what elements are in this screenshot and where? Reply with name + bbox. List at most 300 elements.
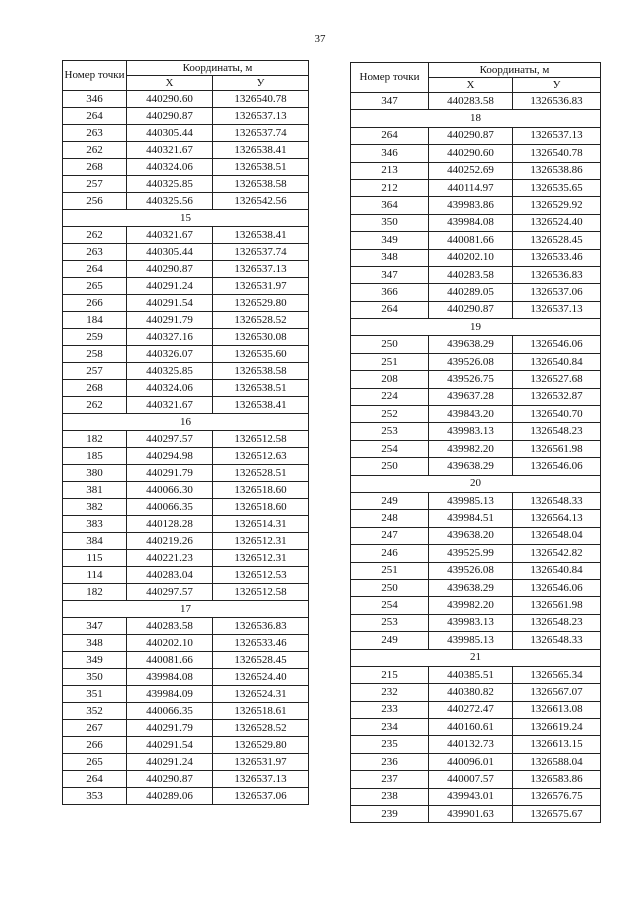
y-coordinate-cell: 1326548.04 bbox=[513, 527, 601, 544]
y-coordinate-cell: 1326542.56 bbox=[213, 193, 309, 210]
x-coordinate-cell: 440294.98 bbox=[127, 448, 213, 465]
x-coordinate-cell: 440066.30 bbox=[127, 482, 213, 499]
y-coordinate-cell: 1326619.24 bbox=[513, 719, 601, 736]
y-coordinate-cell: 1326538.58 bbox=[213, 176, 309, 193]
y-coordinate-cell: 1326567.07 bbox=[513, 684, 601, 701]
y-coordinate-cell: 1326576.75 bbox=[513, 788, 601, 805]
coordinates-header: Координаты, м bbox=[127, 61, 309, 76]
point-number-cell: 347 bbox=[63, 618, 127, 635]
table-row bbox=[63, 312, 309, 329]
x-coordinate-cell: 440297.57 bbox=[127, 584, 213, 601]
y-coordinate-cell: 1326538.41 bbox=[213, 142, 309, 159]
table-row bbox=[63, 686, 309, 703]
x-coordinate-cell: 440202.10 bbox=[429, 249, 513, 266]
point-number-cell: 264 bbox=[63, 771, 127, 788]
x-coordinate-cell: 440114.97 bbox=[429, 179, 513, 196]
x-coordinate-cell: 440066.35 bbox=[127, 499, 213, 516]
y-coordinate-cell: 1326540.78 bbox=[213, 91, 309, 108]
x-coordinate-cell: 440221.23 bbox=[127, 550, 213, 567]
section-row bbox=[351, 110, 601, 127]
y-coordinate-cell: 1326537.13 bbox=[213, 261, 309, 278]
x-coordinate-cell: 440325.85 bbox=[127, 363, 213, 380]
point-number-cell: 262 bbox=[63, 142, 127, 159]
point-number-cell: 251 bbox=[351, 353, 429, 370]
y-coordinate-cell: 1326531.97 bbox=[213, 278, 309, 295]
point-number-cell: 263 bbox=[63, 125, 127, 142]
point-number-cell: 215 bbox=[351, 666, 429, 683]
x-coordinate-cell: 440128.28 bbox=[127, 516, 213, 533]
x-coordinate-cell: 439637.28 bbox=[429, 388, 513, 405]
x-coordinate-cell: 440290.60 bbox=[127, 91, 213, 108]
point-number-cell: 213 bbox=[351, 162, 429, 179]
y-coordinate-cell: 1326565.34 bbox=[513, 666, 601, 683]
x-coordinate-cell: 439526.75 bbox=[429, 371, 513, 388]
point-number-cell: 237 bbox=[351, 771, 429, 788]
point-number-cell: 346 bbox=[63, 91, 127, 108]
y-coordinate-cell: 1326524.31 bbox=[213, 686, 309, 703]
y-coordinate-cell: 1326530.08 bbox=[213, 329, 309, 346]
y-coordinate-cell: 1326518.60 bbox=[213, 482, 309, 499]
table-row bbox=[351, 614, 601, 631]
y-coordinate-cell: 1326538.86 bbox=[513, 162, 601, 179]
point-number-header: Номер точки bbox=[63, 61, 127, 91]
section-row bbox=[351, 319, 601, 336]
section-number: 15 bbox=[63, 210, 309, 227]
section-number: 18 bbox=[351, 110, 601, 127]
table-row bbox=[63, 142, 309, 159]
x-coordinate-cell: 440321.67 bbox=[127, 397, 213, 414]
table-row bbox=[351, 510, 601, 527]
point-number-cell: 266 bbox=[63, 295, 127, 312]
x-coordinate-cell: 440324.06 bbox=[127, 380, 213, 397]
table-row bbox=[63, 584, 309, 601]
point-number-cell: 264 bbox=[351, 301, 429, 318]
x-coordinate-cell: 440380.82 bbox=[429, 684, 513, 701]
table-row bbox=[351, 440, 601, 457]
point-number-cell: 263 bbox=[63, 244, 127, 261]
point-number-cell: 234 bbox=[351, 719, 429, 736]
point-number-cell: 247 bbox=[351, 527, 429, 544]
x-coordinate-cell: 440290.87 bbox=[127, 261, 213, 278]
table-row bbox=[351, 492, 601, 509]
y-coordinate-cell: 1326583.86 bbox=[513, 771, 601, 788]
y-coordinate-cell: 1326540.78 bbox=[513, 145, 601, 162]
table-row bbox=[63, 108, 309, 125]
y-coordinate-cell: 1326538.41 bbox=[213, 227, 309, 244]
y-coordinate-cell: 1326536.83 bbox=[513, 266, 601, 283]
point-number-cell: 366 bbox=[351, 284, 429, 301]
table-row bbox=[63, 227, 309, 244]
x-coordinate-cell: 439982.20 bbox=[429, 597, 513, 614]
y-coordinate-cell: 1326561.98 bbox=[513, 440, 601, 457]
table-row bbox=[63, 669, 309, 686]
point-number-header: Номер точки bbox=[351, 63, 429, 93]
page-number: 37 bbox=[314, 33, 326, 45]
y-coordinate-cell: 1326564.13 bbox=[513, 510, 601, 527]
table-row bbox=[351, 788, 601, 805]
x-coordinate-cell: 439984.08 bbox=[127, 669, 213, 686]
point-number-cell: 208 bbox=[351, 371, 429, 388]
point-number-cell: 268 bbox=[63, 159, 127, 176]
x-coordinate-cell: 440291.24 bbox=[127, 754, 213, 771]
y-coordinate-cell: 1326529.92 bbox=[513, 197, 601, 214]
x-coordinate-cell: 440289.06 bbox=[127, 788, 213, 805]
table-row bbox=[63, 397, 309, 414]
table-row bbox=[63, 176, 309, 193]
point-number-cell: 352 bbox=[63, 703, 127, 720]
table-row bbox=[351, 127, 601, 144]
y-coordinate-cell: 1326528.45 bbox=[513, 232, 601, 249]
x-coordinate-cell: 440290.87 bbox=[429, 301, 513, 318]
y-coordinate-cell: 1326546.06 bbox=[513, 336, 601, 353]
point-number-cell: 254 bbox=[351, 597, 429, 614]
x-coordinate-cell: 440066.35 bbox=[127, 703, 213, 720]
table-row bbox=[351, 371, 601, 388]
point-number-cell: 252 bbox=[351, 406, 429, 423]
point-number-cell: 239 bbox=[351, 806, 429, 823]
section-row bbox=[351, 475, 601, 492]
y-coordinate-cell: 1326540.70 bbox=[513, 406, 601, 423]
x-coordinate-cell: 440290.60 bbox=[429, 145, 513, 162]
y-coordinate-cell: 1326536.83 bbox=[513, 93, 601, 110]
point-number-cell: 347 bbox=[351, 266, 429, 283]
table-row bbox=[351, 232, 601, 249]
point-number-cell: 258 bbox=[63, 346, 127, 363]
y-coordinate-cell: 1326528.52 bbox=[213, 720, 309, 737]
table-row bbox=[63, 754, 309, 771]
x-coordinate-cell: 439843.20 bbox=[429, 406, 513, 423]
point-number-cell: 115 bbox=[63, 550, 127, 567]
table-row bbox=[351, 301, 601, 318]
table-row bbox=[351, 249, 601, 266]
table-row bbox=[351, 406, 601, 423]
x-coordinate-cell: 440325.85 bbox=[127, 176, 213, 193]
x-coordinate-cell: 440291.54 bbox=[127, 737, 213, 754]
y-coordinate-cell: 1326529.80 bbox=[213, 737, 309, 754]
y-coordinate-cell: 1326528.52 bbox=[213, 312, 309, 329]
point-number-cell: 250 bbox=[351, 336, 429, 353]
y-coordinate-cell: 1326537.06 bbox=[513, 284, 601, 301]
point-number-cell: 236 bbox=[351, 753, 429, 770]
table-row bbox=[63, 91, 309, 108]
x-coordinate-cell: 439984.51 bbox=[429, 510, 513, 527]
table-row bbox=[63, 737, 309, 754]
table-row bbox=[351, 736, 601, 753]
point-number-cell: 364 bbox=[351, 197, 429, 214]
point-number-cell: 257 bbox=[63, 363, 127, 380]
table-row bbox=[351, 806, 601, 823]
y-coordinate-cell: 1326527.68 bbox=[513, 371, 601, 388]
table-row bbox=[63, 652, 309, 669]
section-number: 19 bbox=[351, 319, 601, 336]
table-row bbox=[351, 562, 601, 579]
point-number-cell: 259 bbox=[63, 329, 127, 346]
point-number-cell: 347 bbox=[351, 93, 429, 110]
x-coordinate-cell: 440283.04 bbox=[127, 567, 213, 584]
y-coordinate-cell: 1326537.74 bbox=[213, 125, 309, 142]
x-coordinate-cell: 440283.58 bbox=[127, 618, 213, 635]
x-coordinate-cell: 440252.69 bbox=[429, 162, 513, 179]
y-coordinate-cell: 1326540.84 bbox=[513, 353, 601, 370]
y-coordinate-cell: 1326532.87 bbox=[513, 388, 601, 405]
point-number-cell: 349 bbox=[351, 232, 429, 249]
x-coordinate-cell: 440081.66 bbox=[429, 232, 513, 249]
point-number-cell: 250 bbox=[351, 579, 429, 596]
x-coordinate-cell: 440305.44 bbox=[127, 244, 213, 261]
y-coordinate-cell: 1326512.58 bbox=[213, 584, 309, 601]
section-row bbox=[63, 210, 309, 227]
x-coordinate-cell: 440305.44 bbox=[127, 125, 213, 142]
point-number-cell: 184 bbox=[63, 312, 127, 329]
x-coordinate-cell: 439985.13 bbox=[429, 632, 513, 649]
x-coordinate-cell: 440326.07 bbox=[127, 346, 213, 363]
x-coordinate-cell: 440290.87 bbox=[127, 771, 213, 788]
table-row bbox=[351, 684, 601, 701]
table-row bbox=[351, 719, 601, 736]
coordinates-header: Координаты, м bbox=[429, 63, 601, 78]
table-row bbox=[351, 632, 601, 649]
table-row bbox=[63, 278, 309, 295]
point-number-cell: 246 bbox=[351, 545, 429, 562]
y-coordinate-cell: 1326533.46 bbox=[513, 249, 601, 266]
y-coordinate-cell: 1326537.74 bbox=[213, 244, 309, 261]
y-coordinate-cell: 1326524.40 bbox=[213, 669, 309, 686]
point-number-cell: 383 bbox=[63, 516, 127, 533]
x-coordinate-cell: 440081.66 bbox=[127, 652, 213, 669]
x-coordinate-cell: 439526.08 bbox=[429, 562, 513, 579]
table-row bbox=[63, 295, 309, 312]
y-coordinate-cell: 1326528.45 bbox=[213, 652, 309, 669]
coordinates-table-left bbox=[62, 60, 309, 805]
x-coordinate-cell: 439638.29 bbox=[429, 458, 513, 475]
table-row bbox=[351, 93, 601, 110]
y-coordinate-cell: 1326548.23 bbox=[513, 423, 601, 440]
y-coordinate-cell: 1326538.41 bbox=[213, 397, 309, 414]
table-row bbox=[63, 244, 309, 261]
point-number-cell: 182 bbox=[63, 584, 127, 601]
x-coordinate-cell: 439983.86 bbox=[429, 197, 513, 214]
table-row bbox=[63, 482, 309, 499]
x-coordinate-cell: 439638.20 bbox=[429, 527, 513, 544]
x-coordinate-cell: 439984.08 bbox=[429, 214, 513, 231]
x-coordinate-cell: 440132.73 bbox=[429, 736, 513, 753]
x-coordinate-cell: 440283.58 bbox=[429, 93, 513, 110]
table-row bbox=[63, 193, 309, 210]
x-coordinate-cell: 440325.56 bbox=[127, 193, 213, 210]
x-coordinate-cell: 440297.57 bbox=[127, 431, 213, 448]
y-coordinate-cell: 1326548.23 bbox=[513, 614, 601, 631]
table-row bbox=[63, 363, 309, 380]
table-row bbox=[351, 284, 601, 301]
table-row bbox=[63, 771, 309, 788]
y-coordinate-cell: 1326537.13 bbox=[513, 127, 601, 144]
table-row bbox=[351, 162, 601, 179]
point-number-cell: 233 bbox=[351, 701, 429, 718]
point-number-cell: 249 bbox=[351, 632, 429, 649]
table-row bbox=[63, 720, 309, 737]
x-coordinate-cell: 440096.01 bbox=[429, 753, 513, 770]
y-coordinate-cell: 1326588.04 bbox=[513, 753, 601, 770]
point-number-cell: 248 bbox=[351, 510, 429, 527]
table-row bbox=[63, 431, 309, 448]
y-coordinate-cell: 1326531.97 bbox=[213, 754, 309, 771]
x-coordinate-cell: 439901.63 bbox=[429, 806, 513, 823]
table-row bbox=[63, 533, 309, 550]
point-number-cell: 224 bbox=[351, 388, 429, 405]
y-coordinate-cell: 1326537.13 bbox=[513, 301, 601, 318]
point-number-cell: 235 bbox=[351, 736, 429, 753]
table-row bbox=[351, 197, 601, 214]
point-number-cell: 353 bbox=[63, 788, 127, 805]
table-row bbox=[63, 329, 309, 346]
table-row bbox=[63, 448, 309, 465]
table-row bbox=[351, 771, 601, 788]
point-number-cell: 266 bbox=[63, 737, 127, 754]
section-row bbox=[63, 414, 309, 431]
point-number-cell: 380 bbox=[63, 465, 127, 482]
point-number-cell: 232 bbox=[351, 684, 429, 701]
point-number-cell: 267 bbox=[63, 720, 127, 737]
x-coordinate-cell: 439985.13 bbox=[429, 492, 513, 509]
x-coordinate-cell: 439982.20 bbox=[429, 440, 513, 457]
y-coordinate-cell: 1326546.06 bbox=[513, 458, 601, 475]
x-coordinate-cell: 439526.08 bbox=[429, 353, 513, 370]
table-row bbox=[351, 214, 601, 231]
table-row bbox=[63, 261, 309, 278]
table-row bbox=[351, 701, 601, 718]
y-coordinate-cell: 1326514.31 bbox=[213, 516, 309, 533]
x-coordinate-cell: 440160.61 bbox=[429, 719, 513, 736]
y-coordinate-cell: 1326524.40 bbox=[513, 214, 601, 231]
point-number-cell: 253 bbox=[351, 423, 429, 440]
point-number-cell: 268 bbox=[63, 380, 127, 397]
x-coordinate-cell: 439638.29 bbox=[429, 579, 513, 596]
x-coordinate-cell: 440291.54 bbox=[127, 295, 213, 312]
y-coordinate-cell: 1326613.15 bbox=[513, 736, 601, 753]
point-number-cell: 182 bbox=[63, 431, 127, 448]
x-header: X bbox=[127, 76, 213, 91]
x-coordinate-cell: 439983.13 bbox=[429, 423, 513, 440]
point-number-cell: 256 bbox=[63, 193, 127, 210]
table-row bbox=[63, 635, 309, 652]
y-coordinate-cell: 1326548.33 bbox=[513, 492, 601, 509]
y-coordinate-cell: 1326575.67 bbox=[513, 806, 601, 823]
table-row bbox=[351, 145, 601, 162]
x-coordinate-cell: 440385.51 bbox=[429, 666, 513, 683]
point-number-cell: 346 bbox=[351, 145, 429, 162]
point-number-cell: 253 bbox=[351, 614, 429, 631]
y-header: У bbox=[213, 76, 309, 91]
y-coordinate-cell: 1326518.60 bbox=[213, 499, 309, 516]
table-row bbox=[351, 527, 601, 544]
y-coordinate-cell: 1326536.83 bbox=[213, 618, 309, 635]
x-coordinate-cell: 439525.99 bbox=[429, 545, 513, 562]
y-coordinate-cell: 1326537.06 bbox=[213, 788, 309, 805]
table-row bbox=[351, 423, 601, 440]
y-coordinate-cell: 1326512.31 bbox=[213, 550, 309, 567]
table-row bbox=[351, 179, 601, 196]
x-coordinate-cell: 440289.05 bbox=[429, 284, 513, 301]
table-row bbox=[63, 346, 309, 363]
point-number-cell: 348 bbox=[351, 249, 429, 266]
x-coordinate-cell: 440290.87 bbox=[127, 108, 213, 125]
x-coordinate-cell: 440202.10 bbox=[127, 635, 213, 652]
table-row bbox=[63, 125, 309, 142]
table-row bbox=[351, 666, 601, 683]
y-coordinate-cell: 1326613.08 bbox=[513, 701, 601, 718]
x-coordinate-cell: 440007.57 bbox=[429, 771, 513, 788]
x-coordinate-cell: 440291.79 bbox=[127, 312, 213, 329]
point-number-cell: 350 bbox=[63, 669, 127, 686]
point-number-cell: 257 bbox=[63, 176, 127, 193]
x-header: X bbox=[429, 78, 513, 93]
section-row bbox=[63, 601, 309, 618]
point-number-cell: 264 bbox=[63, 108, 127, 125]
table-row bbox=[63, 550, 309, 567]
point-number-cell: 264 bbox=[63, 261, 127, 278]
section-number: 20 bbox=[351, 475, 601, 492]
section-row bbox=[351, 649, 601, 666]
table-row bbox=[63, 159, 309, 176]
right-table-body bbox=[351, 93, 601, 823]
x-coordinate-cell: 440291.79 bbox=[127, 720, 213, 737]
y-coordinate-cell: 1326538.51 bbox=[213, 380, 309, 397]
y-coordinate-cell: 1326546.06 bbox=[513, 579, 601, 596]
x-coordinate-cell: 440324.06 bbox=[127, 159, 213, 176]
table-row bbox=[351, 458, 601, 475]
point-number-cell: 114 bbox=[63, 567, 127, 584]
table-row bbox=[351, 597, 601, 614]
point-number-cell: 250 bbox=[351, 458, 429, 475]
y-coordinate-cell: 1326512.53 bbox=[213, 567, 309, 584]
table-row bbox=[63, 380, 309, 397]
section-number: 21 bbox=[351, 649, 601, 666]
y-coordinate-cell: 1326512.63 bbox=[213, 448, 309, 465]
x-coordinate-cell: 440321.67 bbox=[127, 227, 213, 244]
table-row bbox=[351, 388, 601, 405]
table-row bbox=[351, 353, 601, 370]
y-coordinate-cell: 1326540.84 bbox=[513, 562, 601, 579]
section-number: 17 bbox=[63, 601, 309, 618]
x-coordinate-cell: 440327.16 bbox=[127, 329, 213, 346]
y-header: У bbox=[513, 78, 601, 93]
point-number-cell: 238 bbox=[351, 788, 429, 805]
y-coordinate-cell: 1326537.13 bbox=[213, 771, 309, 788]
left-table-body bbox=[63, 91, 309, 805]
y-coordinate-cell: 1326561.98 bbox=[513, 597, 601, 614]
x-coordinate-cell: 440321.67 bbox=[127, 142, 213, 159]
y-coordinate-cell: 1326538.58 bbox=[213, 363, 309, 380]
x-coordinate-cell: 440283.58 bbox=[429, 266, 513, 283]
y-coordinate-cell: 1326533.46 bbox=[213, 635, 309, 652]
table-row bbox=[63, 618, 309, 635]
x-coordinate-cell: 440219.26 bbox=[127, 533, 213, 550]
x-coordinate-cell: 439983.13 bbox=[429, 614, 513, 631]
table-row bbox=[63, 465, 309, 482]
point-number-cell: 265 bbox=[63, 754, 127, 771]
point-number-cell: 351 bbox=[63, 686, 127, 703]
table-row bbox=[63, 499, 309, 516]
x-coordinate-cell: 440291.24 bbox=[127, 278, 213, 295]
x-coordinate-cell: 440290.87 bbox=[429, 127, 513, 144]
table-row bbox=[63, 567, 309, 584]
point-number-cell: 384 bbox=[63, 533, 127, 550]
y-coordinate-cell: 1326512.31 bbox=[213, 533, 309, 550]
point-number-cell: 212 bbox=[351, 179, 429, 196]
point-number-cell: 185 bbox=[63, 448, 127, 465]
point-number-cell: 348 bbox=[63, 635, 127, 652]
point-number-cell: 381 bbox=[63, 482, 127, 499]
